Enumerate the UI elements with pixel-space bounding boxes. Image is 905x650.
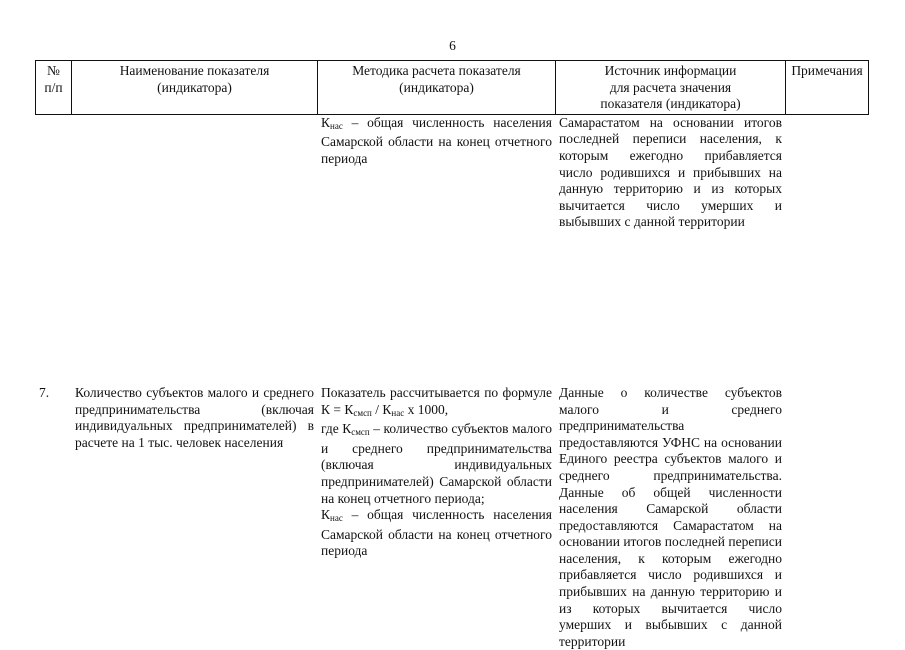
formula: $К = К_{смсп} / К_{нас}$ х 1000,	[321, 401, 449, 418]
cell-method: $К_{нас}$ – общая численность населения Самарской области на конец отчетного периода	[321, 114, 552, 166]
cell-number	[36, 114, 72, 231]
method-intro: Показатель рассчитывается по формуле	[321, 384, 552, 400]
cell-note	[786, 231, 869, 650]
header-calculation-method: Методика расчета показателя (индикатора)	[318, 61, 556, 115]
formula-where: где $К_{смсп}$ – количество субъектов малого и среднего предпринимательства (включая индивидуальных предпринимателей) Самарской области на конец отчетного периода;	[321, 421, 552, 506]
page-number: 6	[449, 38, 456, 53]
header-indicator-name: Наименование показателя (индикатора)	[72, 61, 318, 115]
cell-note	[786, 114, 869, 231]
header-notes: Примечания	[786, 61, 869, 115]
cell-method	[318, 231, 556, 650]
formula-k-nas: $К_{нас}$ – общая численность населения Самарской области на конец отчетного периода	[321, 507, 552, 559]
header-information-source: Источник информации для расчета значения показателя (индикатора)	[556, 61, 786, 115]
table-row-continuation	[36, 114, 869, 231]
cell-number: 7.	[39, 384, 50, 400]
cell-source: Данные о количестве субъектов малого и среднего предпринимательства предоставляются УФНС на основании Единого реестра субъектов малого и среднего предпринимательства. Данные об общей численности населения Самарской области предоставляются Самарастатом на основании итогов последней переписи населения, к которым ежегодно прибавляется число родившихся и прибывших на данную территорию и из которых вычитается число умерших и выбывших с данной территории	[559, 384, 782, 649]
table-header-row	[36, 61, 869, 115]
cell-name	[72, 114, 318, 231]
indicators-table	[35, 60, 869, 650]
header-number: № п/п	[36, 61, 72, 115]
cell-source: Самарастатом на основании итогов последней переписи населения, к которым ежегодно прибавляется число родившихся и прибывших на данную территорию и из которых вычитается число умерших и выбывших с данной территории	[559, 114, 782, 230]
cell-name: Количество субъектов малого и среднего предпринимательства (включая индивидуальных предпринимателей) в расчете на 1 тыс. человек населения	[75, 384, 314, 450]
table-row-7	[36, 231, 869, 650]
